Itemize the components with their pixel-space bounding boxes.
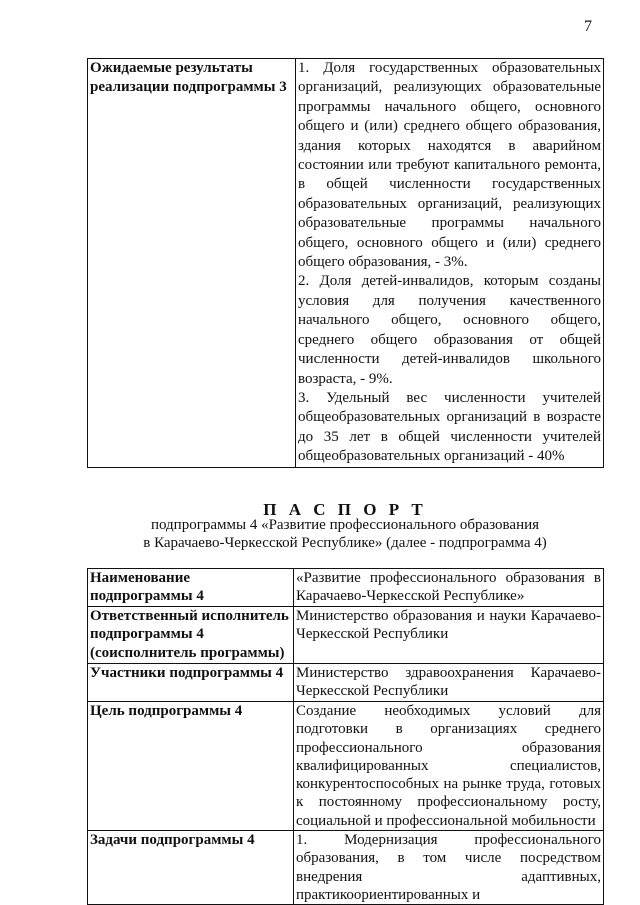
passport-subtitle-line1: подпрограммы 4 «Развитие профессионального образования	[150, 517, 540, 533]
row-label: Участники подпрограммы 4	[88, 664, 294, 702]
table-row	[88, 702, 604, 831]
row-label: Наименование подпрограммы 4	[88, 569, 294, 607]
row-value: 1. Модернизация профессионального образования, в том числе посредством внедрения адаптивных, практикоориентированных и	[294, 831, 604, 905]
page-number: 7	[584, 18, 592, 35]
row-value	[296, 59, 604, 468]
table-row	[88, 569, 604, 607]
row-value: Министерство образования и науки Карачаево-Черкесской Республики	[294, 607, 604, 664]
table-row	[88, 59, 604, 468]
expected-results-table	[87, 58, 604, 468]
table-row	[88, 664, 604, 702]
table-row	[88, 607, 604, 664]
result-item-3: 3. Удельный вес численности учителей общеобразовательных организаций в возрасте до 35 лет в общей численности учителей общеобразовательных организаций - 40%	[298, 389, 601, 465]
passport-title: П А С П О Р Т	[263, 500, 427, 519]
row-value: Создание необходимых условий для подготовки в организациях среднего профессионального образования квалифицированных специалистов, конкурентоспособных на рынке труда, готовых к постоянному профессиональному росту, социальной и профессиональной мобильности	[294, 702, 604, 831]
passport-subtitle-line2: в Карачаево-Черкесской Республике» (далее - подпрограмма 4)	[143, 535, 547, 551]
result-item-2: 2. Доля детей-инвалидов, которым созданы условия для получения качественного начального общего, основного общего, среднего общего образования от общей численности детей-инвалидов школьного возраста, - 9%.	[298, 273, 601, 387]
passport-table	[87, 568, 604, 905]
row-value: Министерство здравоохранения Карачаево-Черкесской Республики	[294, 664, 604, 702]
row-label: Цель подпрограммы 4	[88, 702, 294, 831]
row-label: Задачи подпрограммы 4	[88, 831, 294, 905]
result-item-1: 1. Доля государственных образовательных организаций, реализующих образовательные программы начального общего, основного общего и (или) среднего общего образования, здания которых находятся в аварийном состоянии или требуют капитального ремонта, в общей численности государственных образовательных организаций, реализующих образовательные программы начального общего, основного общего и (или) среднего общего образования, - 3%.	[298, 60, 601, 271]
row-value: «Развитие профессионального образования в Карачаево-Черкесской Республике»	[294, 569, 604, 607]
row-label: Ответственный исполнитель подпрограммы 4 (соисполнитель программы)	[88, 607, 294, 664]
table-row	[88, 831, 604, 905]
row-label: Ожидаемые результаты реализации подпрограммы 3	[88, 59, 296, 468]
